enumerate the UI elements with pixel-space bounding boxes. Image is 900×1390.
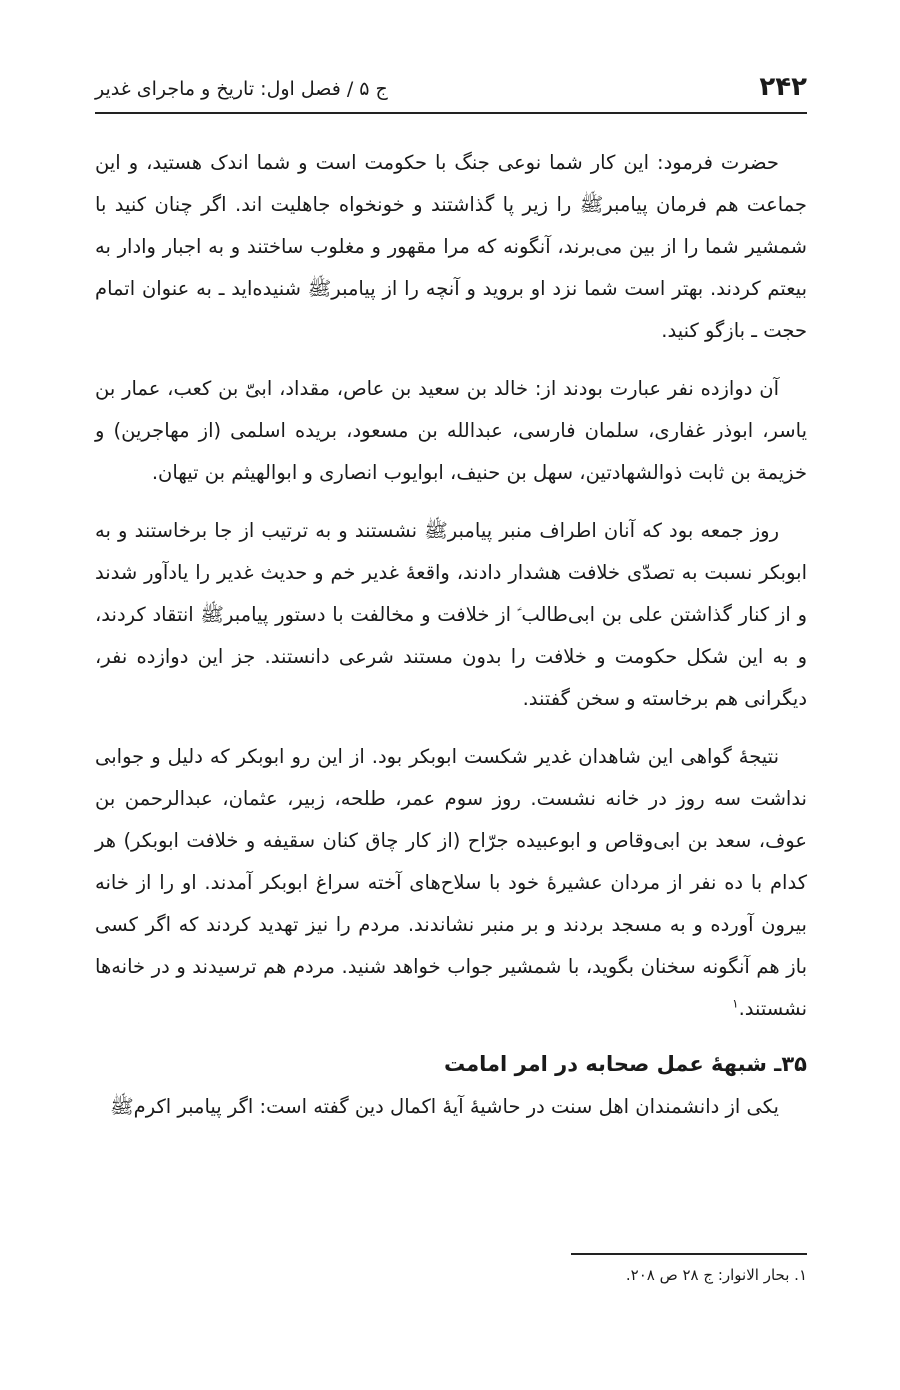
section-heading: ۳۵ـ شبههٔ عمل صحابه در امر امامت bbox=[443, 1052, 807, 1076]
page-number: ۲۴۲ bbox=[759, 72, 807, 102]
paragraph-1: حضرت فرمود: این کار شما نوعی جنگ با حکومت است و شما اندک هستید، و این جماعت هم فرمان پیامبرﷺ را زیر پا گذاشتند و خونخواه جاهلیت اند. اگر چنان کنید با شمشیر شما را از بین می‌برند، آنگونه که مرا مقهور و مغلوب ساختند و به اجبار وادار به بیعتم کردند. بهتر است شما نزد او بروید و آنچه را از پیامبرﷺ شنیده‌اید ـ به عنوان اتمام حجت ـ بازگو کنید. bbox=[95, 151, 807, 342]
page-header bbox=[95, 64, 807, 114]
footnote-separator bbox=[571, 1253, 807, 1255]
page-body bbox=[95, 142, 807, 1128]
paragraph-4 bbox=[95, 736, 807, 1030]
running-title: ج ۵ / فصل اول: تاریخ و ماجرای غدیر bbox=[95, 78, 388, 100]
paragraph-2: آن دوازده نفر عبارت بودند از: خالد بن سعید بن عاص، مقداد، ابیّ بن کعب، عمار بن یاسر، ابوذر غفاری، سلمان فارسی، عبدالله بن مسعود، بریده اسلمی (از مهاجرین) و خزیمة بن ثابت ذوالشهادتین، سهل بن حنیف، ابوایوب انصاری و ابوالهیثم بن تیهان. bbox=[95, 377, 807, 484]
footnote-reference[interactable]: ۱ bbox=[732, 996, 739, 1011]
paragraph-4-text: نتیجهٔ گواهی این شاهدان غدیر شکست ابوبکر بود. از این رو ابوبکر که دلیل و جوابی نداشت سه روز در خانه نشست. روز سوم عمر، طلحه، زبیر، عثمان، عبدالرحمن بن عوف، سعد بن ابی‌وقاص و ابوعبیده جرّاح (از کار چاق کنان سقیفه و خلافت ابوبکر) هر کدام با ده نفر از مردان عشیرهٔ خود با سلاح‌های آخته سراغ ابوبکر آمدند. او را از خانه بیرون آورده و به مسجد بردند و بر منبر نشاندند. مردم را نیز تهدید کردند که اگر کسی باز هم آنگونه سخنان بگوید، با شمشیر جواب خواهد شنید. مردم هم ترسیدند و در خانه‌ها نشستند. bbox=[95, 745, 807, 1020]
footnote: ۱. بحار الانوار: ج ۲۸ ص ۲۰۸. bbox=[625, 1266, 807, 1284]
paragraph-3: روز جمعه بود که آنان اطراف منبر پیامبرﷺ نشستند و به ترتیب از جا برخاستند و به ابوبکر نسبت به تصدّی خلافت هشدار دادند، واقعهٔ غدیر خم و حدیث غدیر را یادآور شدند و از کنار گذاشتن علی بن ابی‌طالب ؑ از خلافت و مخالفت با دستور پیامبرﷺ انتقاد کردند، و به این شکل حکومت و خلافت را بدون مستند شرعی دانستند. جز این دوازده نفر، دیگرانی هم برخاسته و سخن گفتند. bbox=[95, 519, 807, 710]
section-lead-paragraph: یکی از دانشمندان اهل سنت در حاشیهٔ آیهٔ اکمال دین گفته است: اگر پیامبر اکرمﷺ bbox=[110, 1095, 779, 1118]
